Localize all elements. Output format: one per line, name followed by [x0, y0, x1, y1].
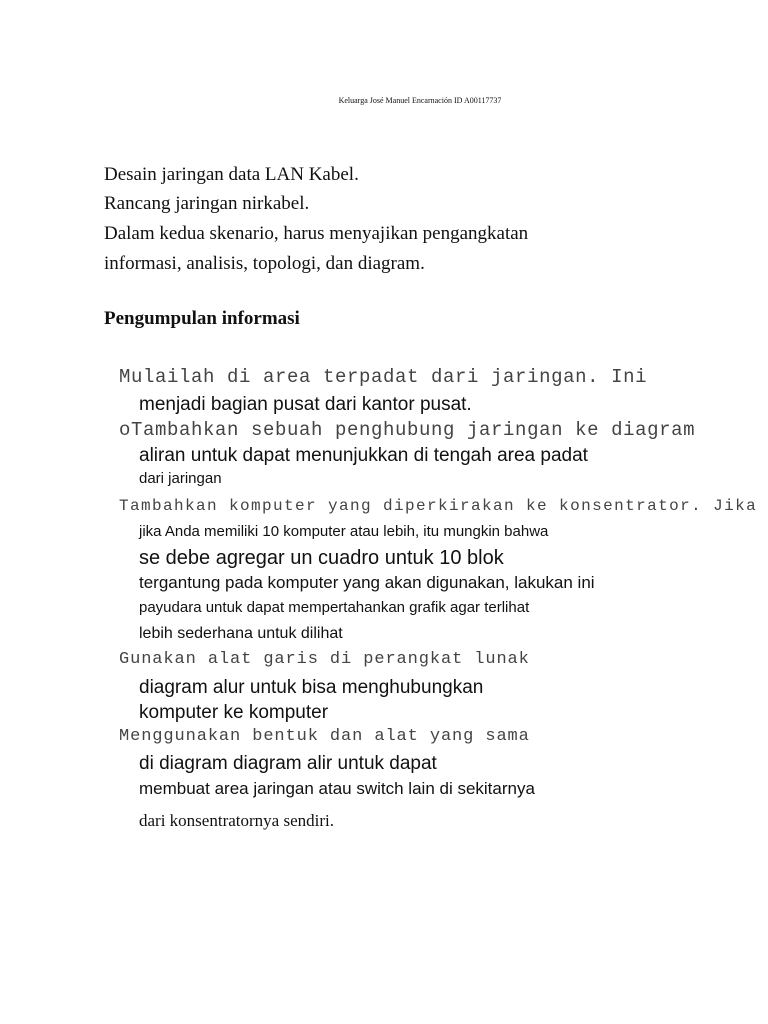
step-5-text-2: membuat area jaringan atau switch lain di sekitarnya — [139, 779, 535, 798]
step-2-text-2: dari jaringan — [139, 470, 222, 487]
step-4-title: Gunakan alat garis di perangkat lunak — [119, 650, 530, 669]
step-5-text-1: di diagram diagram alir untuk dapat — [139, 753, 437, 774]
intro-line-1: Desain jaringan data LAN Kabel. — [104, 164, 359, 185]
step-1-title: Mulailah di area terpadat dari jaringan. Ini — [119, 366, 648, 388]
intro-line-3: Dalam kedua skenario, harus menyajikan pengangkatan — [104, 223, 529, 244]
step-4-text-2: komputer ke komputer — [139, 702, 329, 723]
step-3-text-4: payudara untuk dapat mempertahankan grafik agar terlihat — [139, 599, 530, 616]
section-heading: Pengumpulan informasi — [104, 308, 300, 329]
intro-line-4: informasi, analisis, topologi, dan diagram. — [104, 253, 425, 274]
step-3-text-1: jika Anda memiliki 10 komputer atau lebih, itu mungkin bahwa — [139, 523, 549, 540]
intro-line-2: Rancang jaringan nirkabel. — [104, 193, 310, 214]
step-3-text-2: se debe agregar un cuadro untuk 10 blok — [139, 547, 504, 569]
step-2-title: oTambahkan sebuah penghubung jaringan ke diagram — [119, 419, 696, 441]
step-3-title: Tambahkan komputer yang diperkirakan ke konsentrator. Jika — [119, 497, 758, 515]
step-5-title: Menggunakan bentuk dan alat yang sama — [119, 727, 530, 746]
step-3-text-5: lebih sederhana untuk dilihat — [139, 625, 343, 642]
step-2-text-1: aliran untuk dapat menunjukkan di tengah area padat — [139, 445, 588, 466]
step-1-text: menjadi bagian pusat dari kantor pusat. — [139, 394, 472, 415]
step-5-text-3: dari konsentratornya sendiri. — [139, 811, 334, 830]
document-header: Keluarga José Manuel Encarnación ID A00117737 — [338, 96, 502, 105]
step-4-text-1: diagram alur untuk bisa menghubungkan — [139, 677, 484, 698]
step-3-text-3: tergantung pada komputer yang akan digunakan, lakukan ini — [139, 573, 595, 592]
